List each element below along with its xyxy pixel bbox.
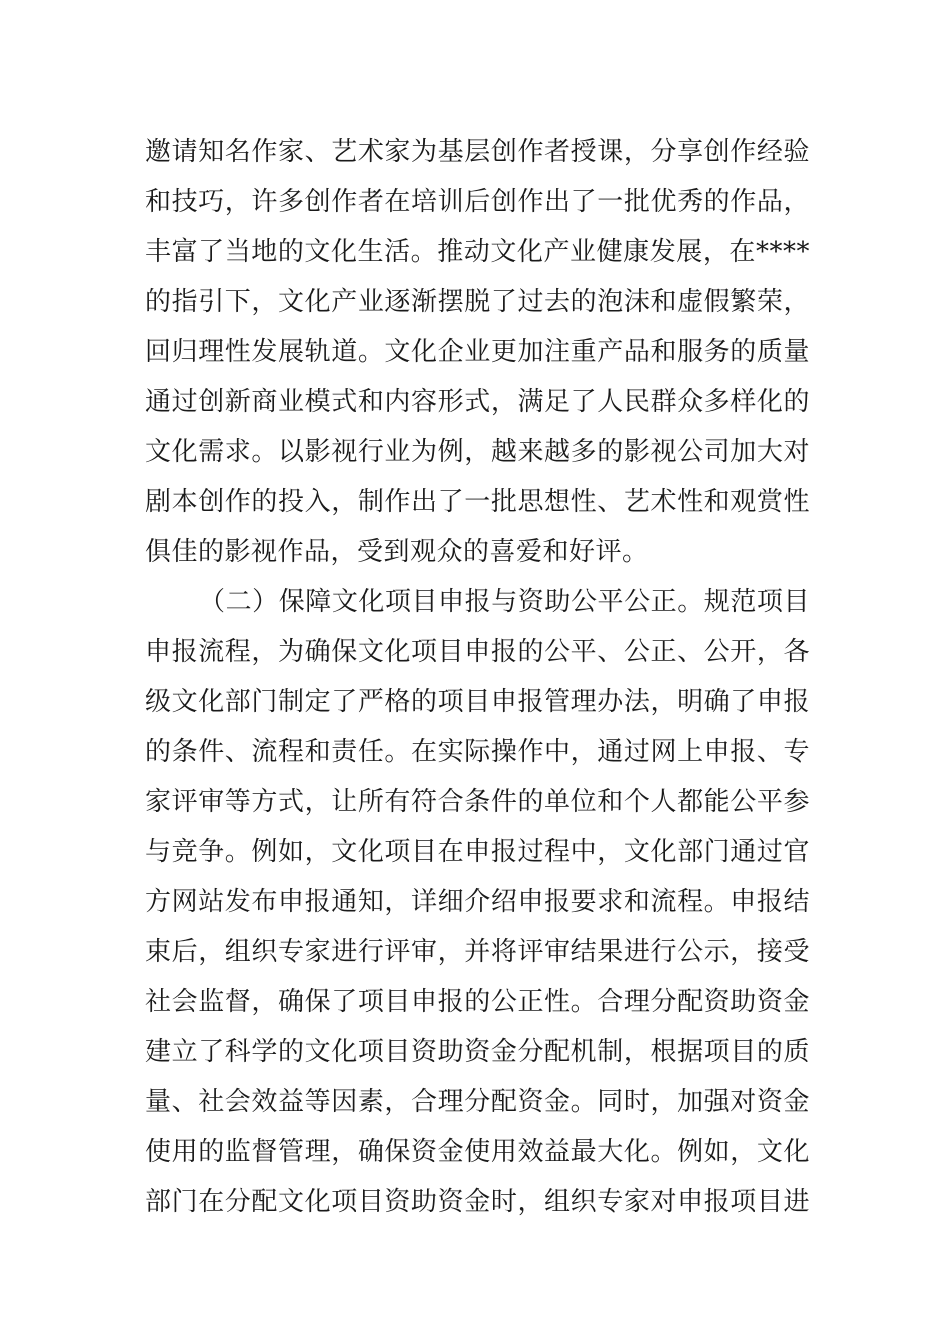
body-text-line: 社会监督，确保了项目申报的公正性。合理分配资助资金: [145, 987, 810, 1017]
body-text-line: 家评审等方式，让所有符合条件的单位和个人都能公平参: [145, 787, 810, 817]
body-text-line: 丰富了当地的文化生活。推动文化产业健康发展，在****: [145, 237, 810, 267]
section-heading-line: （二）保障文化项目申报与资助公平公正。规范项目: [199, 587, 810, 617]
body-text-line: 剧本创作的投入，制作出了一批思想性、艺术性和观赏性: [145, 487, 810, 517]
body-text-line: 邀请知名作家、艺术家为基层创作者授课，分享创作经验: [145, 137, 810, 167]
body-text-line: 级文化部门制定了严格的项目申报管理办法，明确了申报: [145, 687, 810, 717]
body-text-line: 的指引下，文化产业逐渐摆脱了过去的泡沫和虚假繁荣，: [145, 287, 810, 317]
body-text-line: 方网站发布申报通知，详细介绍申报要求和流程。申报结: [145, 887, 810, 917]
body-text-line: 与竞争。例如，文化项目在申报过程中，文化部门通过官: [145, 837, 810, 867]
body-text-line: 通过创新商业模式和内容形式，满足了人民群众多样化的: [145, 387, 810, 417]
body-text-line: 束后，组织专家进行评审，并将评审结果进行公示，接受: [145, 937, 810, 967]
body-text-line: 使用的监督管理，确保资金使用效益最大化。例如，文化: [145, 1137, 810, 1167]
body-text-line: 的条件、流程和责任。在实际操作中，通过网上申报、专: [145, 737, 810, 767]
body-text-line: 文化需求。以影视行业为例，越来越多的影视公司加大对: [145, 437, 810, 467]
body-text-line: 部门在分配文化项目资助资金时，组织专家对申报项目进: [145, 1187, 810, 1217]
body-text-line: 和技巧，许多创作者在培训后创作出了一批优秀的作品，: [145, 187, 810, 217]
body-text-line: 申报流程，为确保文化项目申报的公平、公正、公开，各: [145, 637, 810, 667]
paragraph-last-line: 俱佳的影视作品，受到观众的喜爱和好评。: [145, 537, 649, 567]
body-text-line: 回归理性发展轨道。文化企业更加注重产品和服务的质量: [145, 337, 810, 367]
body-text-line: 建立了科学的文化项目资助资金分配机制，根据项目的质: [145, 1037, 810, 1067]
body-text-line: 量、社会效益等因素，合理分配资金。同时，加强对资金: [145, 1087, 810, 1117]
